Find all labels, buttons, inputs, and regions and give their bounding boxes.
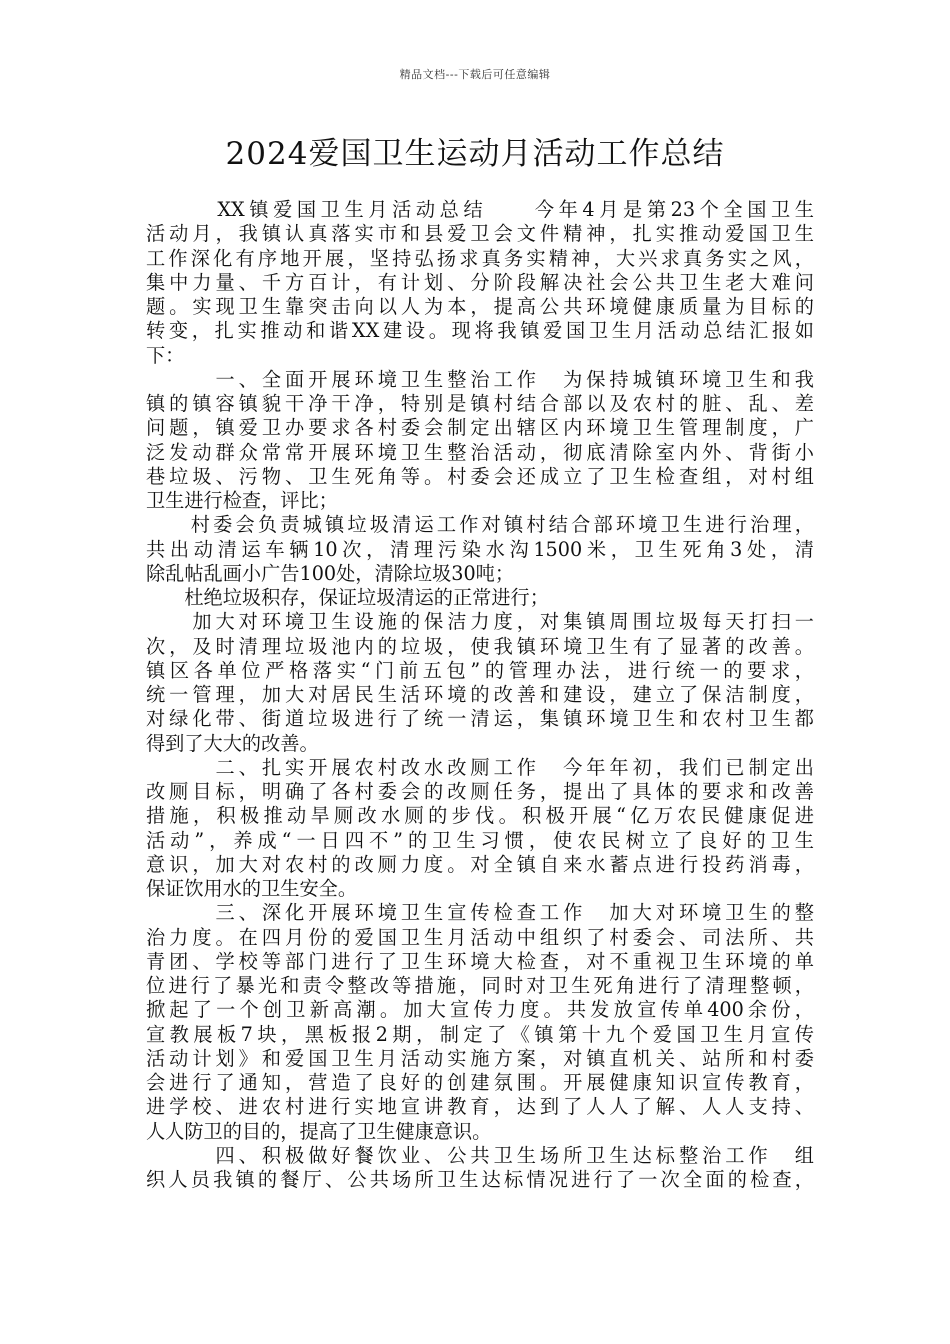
- body-line: 除乱帖乱画小广告100处，清除垃圾30吨；: [146, 561, 515, 585]
- body-line: 对绿化带、街道垃圾进行了统一清运，集镇环境卫生和农村卫生都: [146, 707, 814, 731]
- body-line: 活动”，养成“一日四不”的卫生习惯，使农民树立了良好的卫生: [146, 828, 814, 852]
- body-line: 宣教展板7块，黑板报2期，制定了《镇第十九个爱国卫生月宣传: [146, 1022, 814, 1046]
- body-line: 进学校、进农村进行实地宣讲教育，达到了人人了解、人人支持、: [146, 1095, 814, 1119]
- body-line: 治力度。在四月份的爱国卫生月活动中组织了村委会、司法所、共: [146, 925, 814, 949]
- body-line: 得到了大大的改善。: [146, 731, 319, 755]
- document-title: 2024爱国卫生运动月活动工作总结: [225, 136, 725, 172]
- body-line: 会进行了通知，营造了良好的创建氛围。开展健康知识宣传教育，: [146, 1071, 814, 1094]
- body-line: 一、全面开展环境卫生整治工作 为保持城镇环境卫生和我: [146, 367, 814, 391]
- body-line: 问题，镇爱卫办要求各村委会制定出辖区内环境卫生管理制度，广: [146, 416, 814, 440]
- body-line: 镇区各单位严格落实“门前五包”的管理办法，进行统一的要求，: [146, 658, 814, 682]
- body-line: 共出动清运车辆10次，清理污染水沟1500米，卫生死角3处，清: [146, 537, 814, 561]
- body-line: 转变，扎实推动和谐XX建设。现将我镇爱国卫生月活动总结汇报如: [146, 319, 814, 343]
- body-line: 次，及时清理垃圾池内的垃圾，使我镇环境卫生有了显著的改善。: [146, 634, 814, 658]
- body-line: 活动计划》和爱国卫生月活动实施方案，对镇直机关、站所和村委: [146, 1046, 814, 1070]
- body-line: 卫生进行检查，评比；: [146, 489, 338, 512]
- body-line: 人人防卫的目的，提高了卫生健康意识。: [146, 1119, 492, 1143]
- body-line: 改厕目标，明确了各村委会的改厕任务，提出了具体的要求和改善: [146, 780, 814, 803]
- body-line: 题。实现卫生靠突击向以人为本，提高公共环境健康质量为目标的: [146, 295, 814, 318]
- body-line: 统一管理，加大对居民生活环境的改善和建设，建立了保洁制度，: [146, 683, 814, 706]
- body-line: 织人员我镇的餐厅、公共场所卫生达标情况进行了一次全面的检查，: [146, 1168, 814, 1191]
- body-line: 集中力量、千方百计，有计划、分阶段解决社会公共卫生老大难问: [146, 270, 814, 294]
- body-line: XX镇爱国卫生月活动总结 今年4月是第23个全国卫生: [146, 198, 814, 221]
- body-line: 三、深化开展环境卫生宣传检查工作 加大对环境卫生的整: [146, 901, 814, 925]
- body-line: 掀起了一个创卫新高潮。加大宣传力度。共发放宣传单400余份，: [146, 998, 814, 1022]
- body-line: 活动月，我镇认真落实市和县爱卫会文件精神，扎实推动爱国卫生: [146, 222, 814, 246]
- body-line: 镇的镇容镇貌干净干净，特别是镇村结合部以及农村的脏、乱、差: [146, 392, 814, 415]
- body-line: 村委会负责城镇垃圾清运工作对镇村结合部环境卫生进行治理，: [146, 513, 814, 537]
- body-line: 意识，加大对农村的改厕力度。对全镇自来水蓄点进行投药消毒，: [146, 852, 814, 876]
- body-line: 措施，积极推动旱厕改水厕的步伐。积极开展“亿万农民健康促进: [146, 804, 814, 828]
- body-line: 巷垃圾、污物、卫生死角等。村委会还成立了卫生检查组，对村组: [146, 464, 814, 488]
- body-line: 二、扎实开展农村改水改厕工作 今年年初，我们已制定出: [146, 755, 814, 779]
- body-line: 保证饮用水的卫生安全。: [146, 877, 358, 900]
- body-line: 青团、学校等部门进行了卫生环境大检查，对不重视卫生环境的单: [146, 949, 814, 973]
- body-line: 杜绝垃圾积存，保证垃圾清运的正常进行；: [146, 586, 549, 609]
- body-line: 加大对环境卫生设施的保洁力度，对集镇周围垃圾每天打扫一: [146, 610, 814, 634]
- body-line: 下：: [146, 343, 185, 367]
- body-line: 泛发动群众常常开展环境卫生整治活动，彻底清除室内外、背街小: [146, 440, 814, 464]
- header-note: 精品文档---下载后可任意编辑: [399, 68, 551, 81]
- body-line: 位进行了暴光和责令整改等措施，同时对卫生死角进行了清理整顿，: [146, 974, 814, 997]
- document-body: [146, 198, 814, 1192]
- body-line: 工作深化有序地开展，坚持弘扬求真务实精神，大兴求真务实之风，: [146, 246, 814, 270]
- body-line: 四、积极做好餐饮业、公共卫生场所卫生达标整治工作 组: [146, 1143, 814, 1167]
